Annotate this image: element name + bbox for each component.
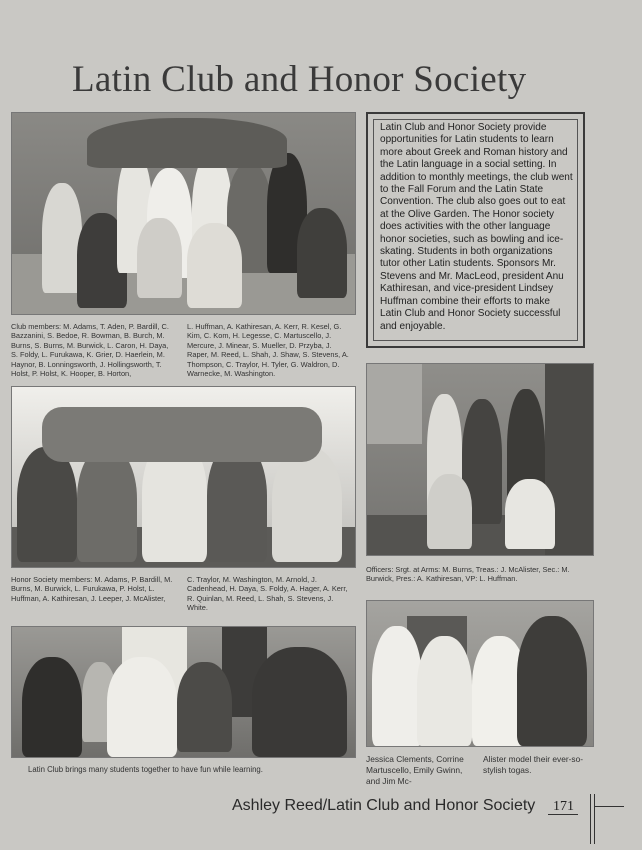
story-box: [366, 112, 585, 348]
story-text: Latin Club and Honor Society provide opportunities for Latin students to learn more about Greek and Roman history and the Latin language in a social setting. In addition to monthly meetings, the club went to the Fall Forum and the Latin State Convention. The club also goes out to eat at the Olive Garden. The Honor society does activities with the other language honor societies, such as bowling and ice-skating. Students in both organizations tutor other Latin students. Sponsors Mr. Stevens and Mr. MacLeod, president Anu Kathiresan, and vice-president Lindsey Huffman combine their efforts to make Latin Club and Honor Society successful and enjoyable.: [380, 122, 573, 332]
footer-rule: [548, 814, 578, 815]
club-members-photo: [11, 112, 356, 315]
honor-society-photo: [11, 386, 356, 568]
honor-society-caption-left: Honor Society members: M. Adams, P. Bardill, M. Burns, M. Burwick, L. Furukawa, P. Holst, L. Huffman, A. Kathiresan, J. Leeper, J. McAlister,: [11, 575, 173, 603]
footer-rule-vertical: [590, 794, 591, 844]
footer-rule: [594, 806, 624, 807]
club-members-caption-left: Club members: M. Adams, T. Aden, P. Bardill, C. Bazzanini, S. Bedoe, R. Bowman, B. Burch, M. Burns, S. Burns, M. Burwick, L. Caron, H. Daya, S. Foldy, L. Furukawa, K. Grier, D. Haerlein, M. Haynor, B. Lonningsworth, J. Hollingsworth, T. Holst, P. Holst, K. Hooper, B. Horton,: [11, 322, 169, 379]
fun-learning-photo: [11, 626, 356, 758]
officers-photo: [366, 363, 594, 556]
honor-society-caption-right: C. Traylor, M. Washington, M. Arnold, J. Cadenhead, H. Daya, S. Foldy, A. Hager, A. Kerr, R. Quinlan, M. Reed, L. Shah, S. Stevens, J. White.: [187, 575, 348, 613]
togas-caption-right: Alister model their ever-so-stylish togas.: [483, 754, 584, 775]
officers-caption: Officers: Srgt. at Arms: M. Burns, Treas.: J. McAlister, Sec.: M. Burwick, Pres.: A. Kathiresan, VP: L. Huffman.: [366, 565, 570, 584]
footer-credit: Ashley Reed/Latin Club and Honor Society: [232, 797, 536, 814]
footer-rule-vertical: [594, 794, 595, 844]
togas-photo: [366, 600, 594, 747]
page-number: 171: [553, 799, 574, 814]
club-members-caption-right: L. Huffman, A. Kathiresan, A. Kerr, R. Kesel, G. Kim, C. Kom, H. Legesse, C. Martuscello, J. Mercure, J. Minear, S. Mueller, D. Przyba, J. Raper, M. Reed, L. Shah, J. Shaw, S. Stevens, A. Thompson, C. Traylor, H. Tyler, G. Waldron, D. Warnecke, M. Washington.: [187, 322, 349, 379]
page-title: Latin Club and Honor Society: [72, 59, 527, 100]
fun-learning-caption: Latin Club brings many students together to have fun while learning.: [28, 765, 263, 774]
togas-caption-left: Jessica Clements, Corrine Martuscello, Emily Gwinn, and Jim Mc-: [366, 754, 464, 786]
